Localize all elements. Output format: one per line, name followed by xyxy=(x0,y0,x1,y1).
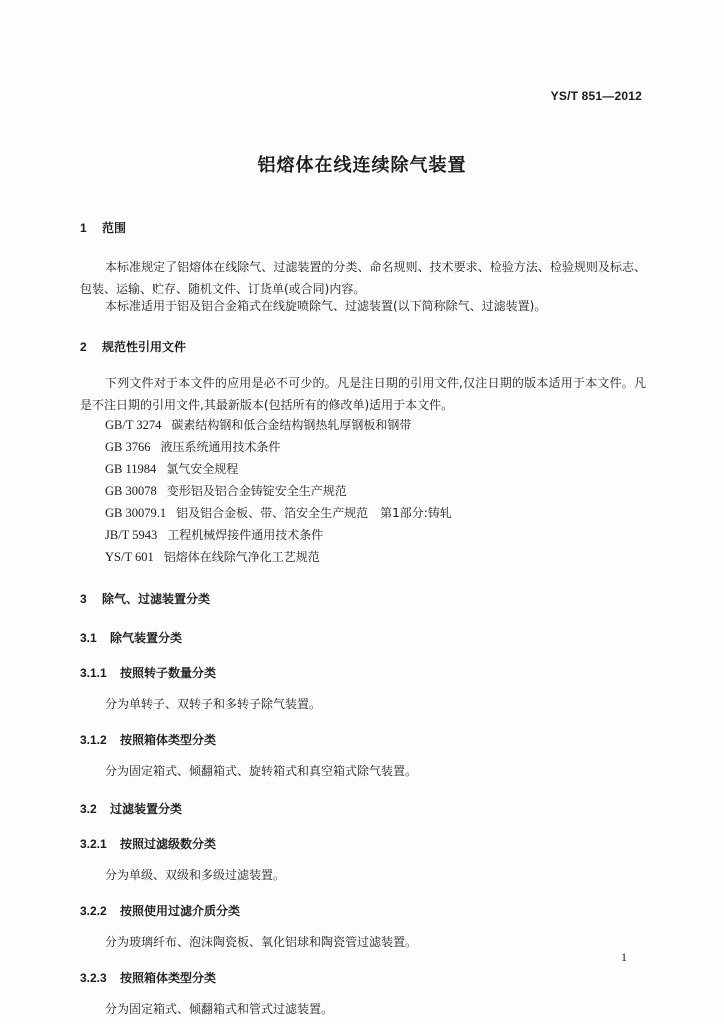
subsection-3-1-2-text: 分为固定箱式、倾翻箱式、旋转箱式和真空箱式除气装置。 xyxy=(105,764,418,778)
subsection-number: 3.1 xyxy=(80,631,97,645)
section-number: 1 xyxy=(80,221,87,235)
reference-name: 液压系统通用技术条件 xyxy=(160,440,281,454)
subsection-3-1-1-heading xyxy=(80,664,216,681)
reference-item xyxy=(105,416,411,433)
subsection-3-2-3-text: 分为固定箱式、倾翻箱式和管式过滤装置。 xyxy=(105,1002,334,1016)
subsection-3-1-1-text: 分为单转子、双转子和多转子除气装置。 xyxy=(105,697,322,711)
reference-name: 氯气安全规程 xyxy=(166,462,239,476)
subsection-3-1-heading xyxy=(80,629,182,646)
reference-name: 变形铝及铝合金铸锭安全生产规范 xyxy=(166,484,347,498)
document-title: 铝熔体在线连续除气装置 xyxy=(257,155,467,176)
reference-name: 铝熔体在线除气净化工艺规范 xyxy=(163,550,320,564)
references-intro: 下列文件对于本文件的应用是必不可少的。凡是注日期的引用文件,仅注日期的版本适用于本文件。凡是不注日期的引用文件,其最新版本(包括所有的修改单)适用于本文件。 xyxy=(80,376,646,412)
reference-code: GB 3766 xyxy=(105,440,151,454)
subsection-number: 3.2.1 xyxy=(80,837,107,851)
reference-item xyxy=(105,438,281,455)
section-number: 3 xyxy=(80,592,87,606)
subsection-number: 3.2.2 xyxy=(80,904,107,918)
subsection-3-2-3-heading xyxy=(80,969,216,986)
subsection-title: 按照使用过滤介质分类 xyxy=(120,904,241,918)
reference-name: 工程机械焊接件通用技术条件 xyxy=(167,528,324,542)
reference-code: GB 11984 xyxy=(105,462,157,476)
reference-code: JB/T 5943 xyxy=(105,528,158,542)
subsection-3-2-2-heading xyxy=(80,902,240,919)
subsection-3-1-2-heading xyxy=(80,731,216,748)
subsection-3-2-1-text: 分为单级、双级和多级过滤装置。 xyxy=(105,868,286,882)
subsection-3-2-heading xyxy=(80,800,182,817)
section-3-heading xyxy=(80,590,210,607)
reference-code: GB 30079.1 xyxy=(105,506,167,520)
reference-item xyxy=(105,504,452,521)
subsection-title: 按照箱体类型分类 xyxy=(120,733,217,747)
standard-number: YS/T 851—2012 xyxy=(550,89,642,103)
scope-paragraph-1: 本标准规定了铝熔体在线除气、过滤装置的分类、命名规则、技术要求、检验方法、检验规则及标志、包装、运输、贮存、随机文件、订货单(或合同)内容。 xyxy=(80,260,646,296)
section-title: 范围 xyxy=(102,221,127,235)
page-number: 1 xyxy=(621,950,627,964)
subsection-title: 按照转子数量分类 xyxy=(120,666,217,680)
section-title: 规范性引用文件 xyxy=(102,340,187,354)
reference-item xyxy=(105,460,238,477)
subsection-3-2-1-heading xyxy=(80,835,216,852)
reference-name: 碳素结构钢和低合金结构钢热轧厚钢板和钢带 xyxy=(171,418,412,432)
reference-name: 铝及铝合金板、带、箔安全生产规范 第1部分:铸轧 xyxy=(176,506,452,520)
section-title: 除气、过滤装置分类 xyxy=(102,592,211,606)
reference-code: YS/T 601 xyxy=(105,550,154,564)
subsection-number: 3.1.1 xyxy=(80,666,107,680)
section-2-heading xyxy=(80,338,186,355)
section-1-heading xyxy=(80,219,126,236)
reference-code: GB/T 3274 xyxy=(105,418,162,432)
subsection-number: 3.1.2 xyxy=(80,733,107,747)
reference-code: GB 30078 xyxy=(105,484,157,498)
subsection-title: 按照箱体类型分类 xyxy=(120,971,217,985)
subsection-title: 按照过滤级数分类 xyxy=(120,837,217,851)
reference-item xyxy=(105,482,347,499)
section-number: 2 xyxy=(80,340,87,354)
subsection-3-2-2-text: 分为玻璃纤布、泡沫陶瓷板、氧化铝球和陶瓷管过滤装置。 xyxy=(105,935,418,949)
subsection-title: 过滤装置分类 xyxy=(110,802,183,816)
reference-item xyxy=(105,548,320,565)
subsection-title: 除气装置分类 xyxy=(110,631,183,645)
subsection-number: 3.2 xyxy=(80,802,97,816)
subsection-number: 3.2.3 xyxy=(80,971,107,985)
reference-item xyxy=(105,526,323,543)
scope-paragraph-2: 本标准适用于铝及铝合金箱式在线旋喷除气、过滤装置(以下简称除气、过滤装置)。 xyxy=(105,299,547,313)
